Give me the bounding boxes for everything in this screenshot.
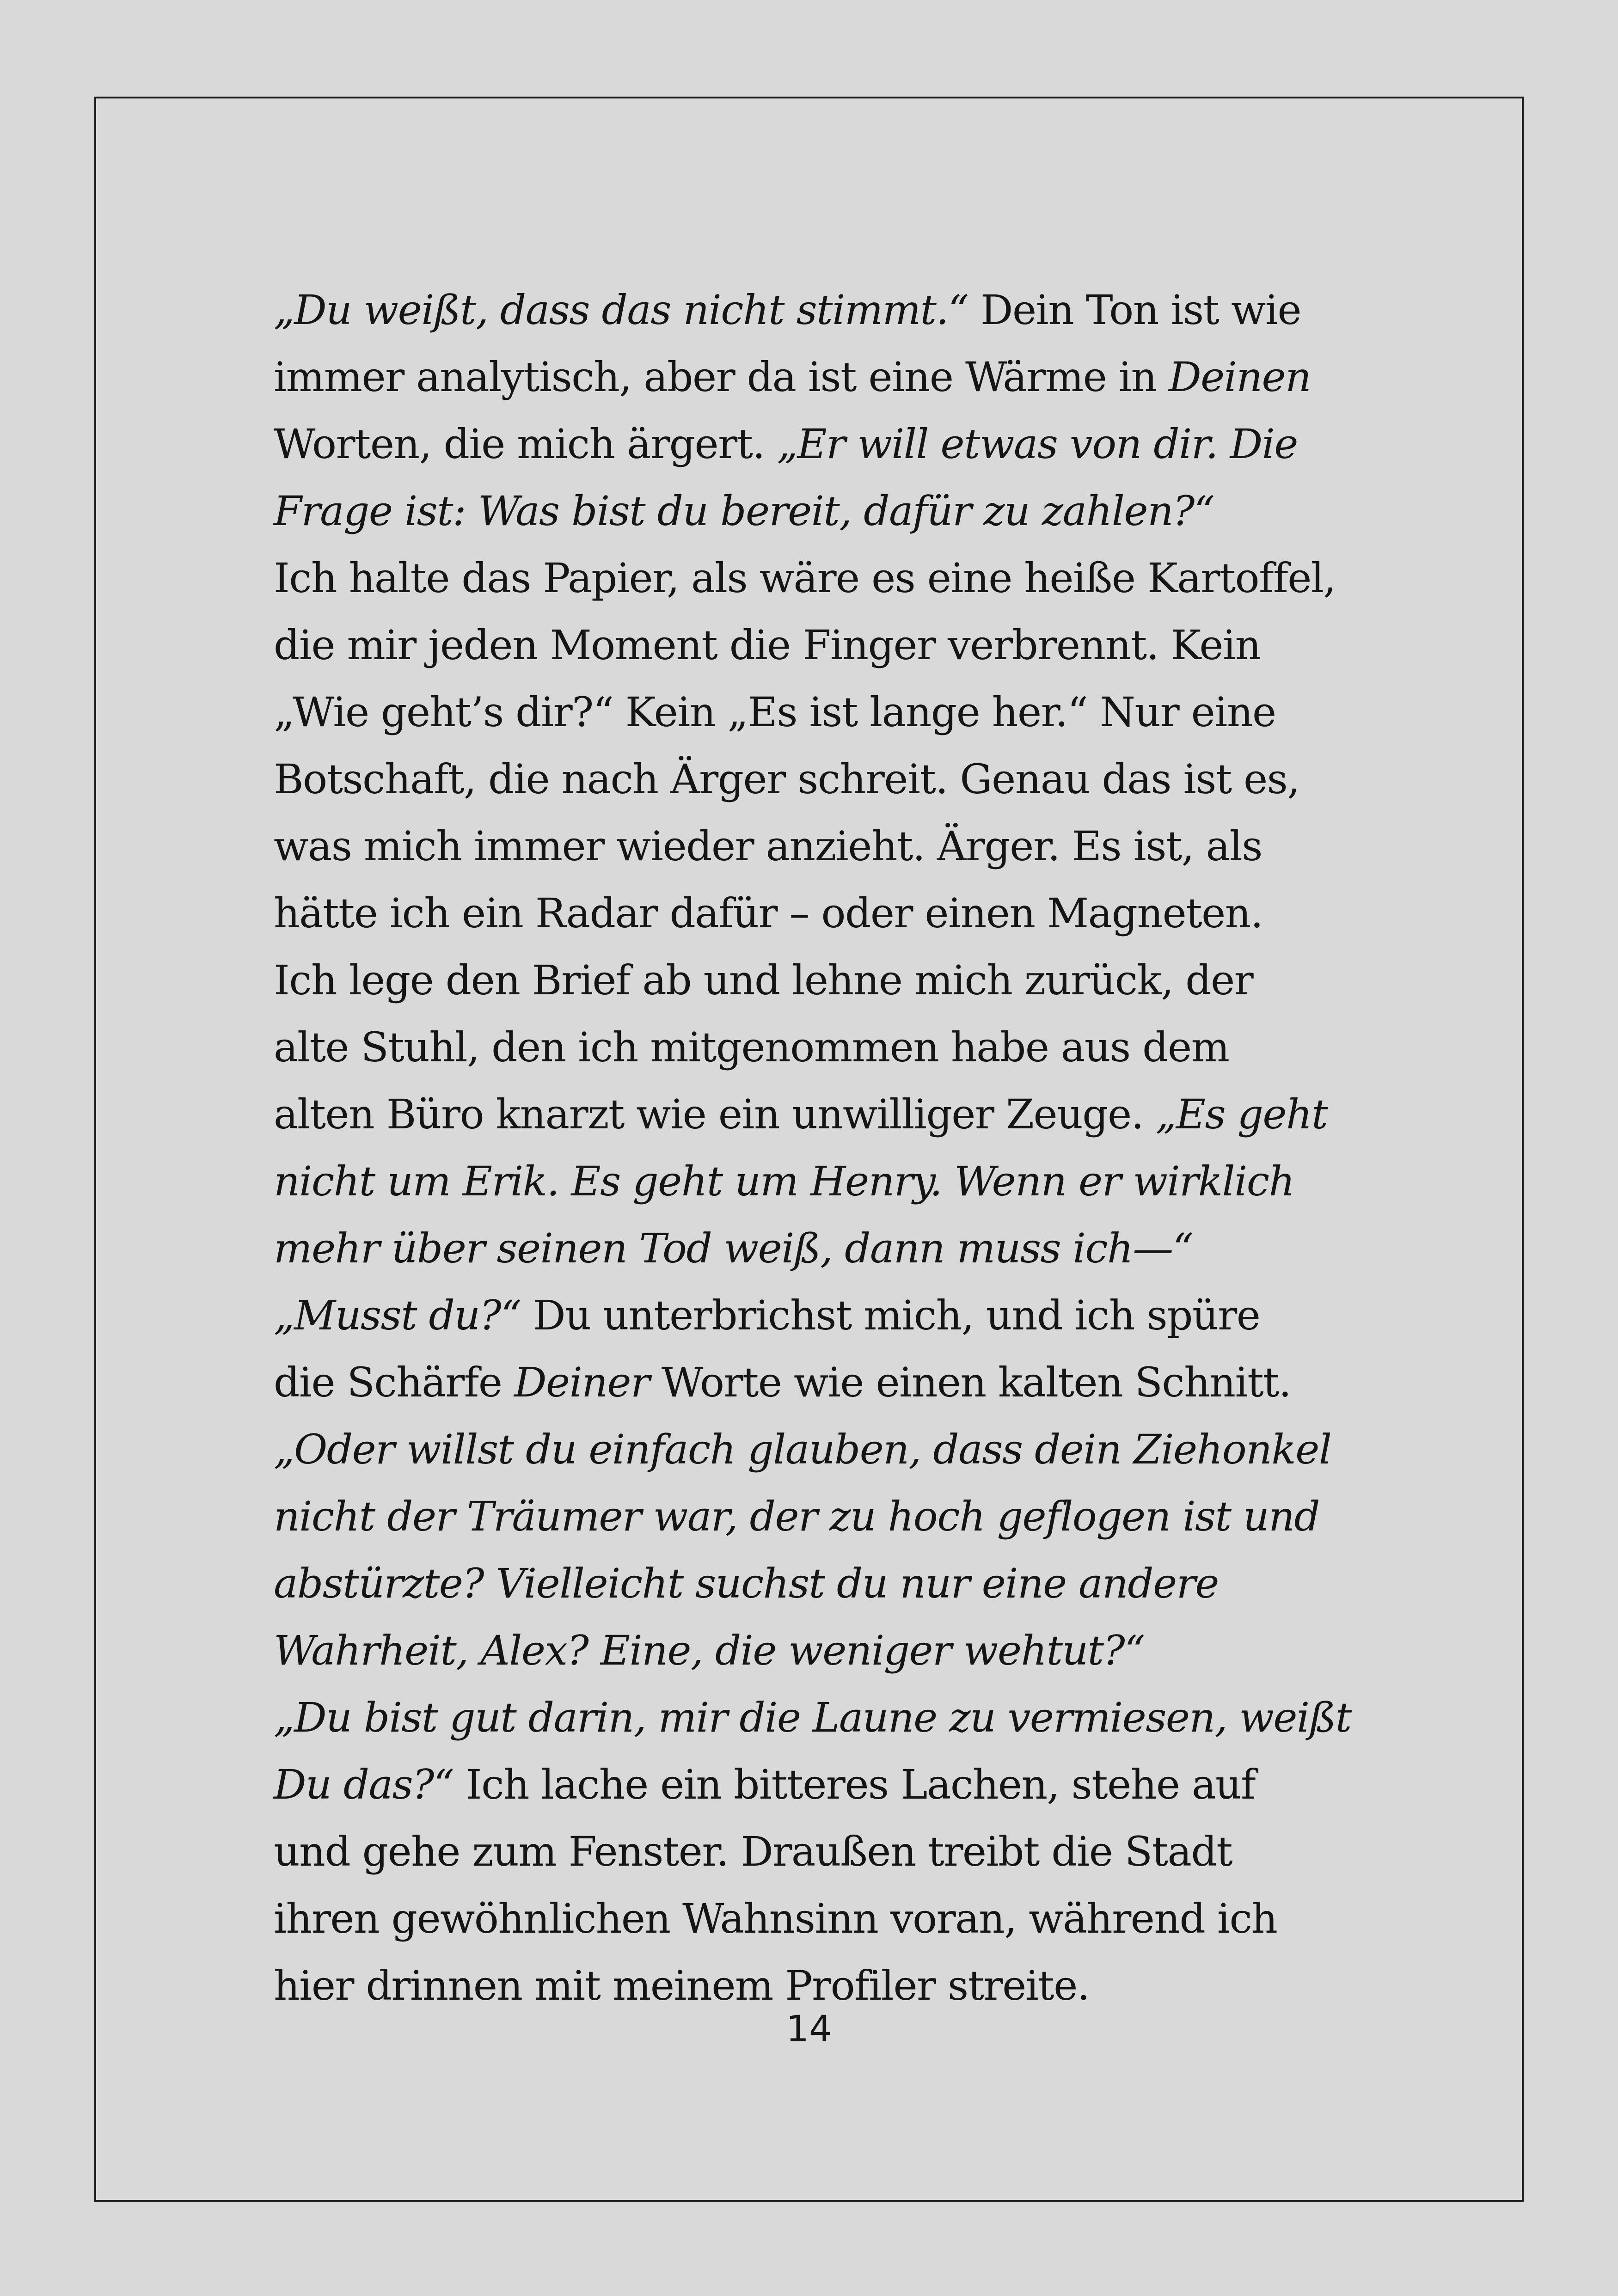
italic-text-segment: Du das?“ (274, 1761, 454, 1808)
italic-text-segment: „Du weißt, dass das nicht stimmt.“ (274, 286, 968, 334)
text-line (274, 545, 1383, 612)
italic-text-segment: mehr über seinen Tod weiß, dann muss ich—“ (274, 1225, 1193, 1272)
italic-text-segment: „Er will etwas von dir. Die (777, 420, 1298, 468)
text-line (274, 478, 1383, 545)
text-segment: die mir jeden Moment die Finger verbrennt. Kein (274, 621, 1261, 669)
text-segment: Ich lache ein bitteres Lachen, stehe auf (454, 1761, 1256, 1808)
text-segment: Du unterbrichst mich, und ich spüre (521, 1292, 1260, 1339)
text-line (274, 1014, 1383, 1081)
text-line (274, 880, 1383, 947)
text-segment: Worte wie einen kalten Schnitt. (649, 1359, 1291, 1406)
text-segment: ihren gewöhnlichen Wahnsinn voran, während ich (274, 1895, 1277, 1942)
body-text (274, 276, 1383, 2019)
text-segment: die Schärfe (274, 1359, 514, 1406)
text-line (274, 1349, 1383, 1416)
text-line (274, 410, 1383, 478)
text-line (274, 1282, 1383, 1349)
text-line (274, 1617, 1383, 1684)
text-segment: alte Stuhl, den ich mitgenommen habe aus dem (274, 1023, 1229, 1071)
text-line (274, 343, 1383, 410)
italic-text-segment: „Du bist gut darin, mir die Laune zu vermiesen, weißt (274, 1694, 1351, 1741)
text-line (274, 813, 1383, 880)
text-segment: Ich lege den Brief ab und lehne mich zurück, der (274, 956, 1253, 1004)
text-segment: Worten, die mich ärgert. (274, 420, 777, 468)
text-line (274, 1550, 1383, 1617)
page-number: 14 (786, 2008, 832, 2050)
text-segment: immer analytisch, aber da ist eine Wärme in (274, 353, 1169, 401)
text-line (274, 947, 1383, 1014)
italic-text-segment: Deinen (1169, 353, 1311, 401)
text-line (274, 1818, 1383, 1885)
italic-text-segment: „Es geht (1155, 1090, 1328, 1138)
text-segment: was mich immer wieder anzieht. Ärger. Es ist, als (274, 822, 1262, 870)
italic-text-segment: Frage ist: Was bist du bereit, dafür zu zahlen?“ (274, 487, 1214, 535)
text-line (274, 1751, 1383, 1818)
text-segment: hätte ich ein Radar dafür – oder einen Magneten. (274, 889, 1263, 937)
italic-text-segment: „Oder willst du einfach glauben, dass dein Ziehonkel (274, 1426, 1331, 1473)
italic-text-segment: nicht der Träumer war, der zu hoch geflogen ist und (274, 1493, 1320, 1540)
text-line (274, 1684, 1383, 1751)
text-line (274, 1148, 1383, 1215)
italic-text-segment: nicht um Erik. Es geht um Henry. Wenn er wirklich (274, 1157, 1294, 1205)
text-line (274, 1081, 1383, 1148)
text-line (274, 276, 1383, 343)
text-segment: und gehe zum Fenster. Draußen treibt die Stadt (274, 1828, 1232, 1875)
text-line (274, 1416, 1383, 1483)
text-segment: „Wie geht’s dir?“ Kein „Es ist lange her.“ Nur eine (274, 688, 1276, 736)
text-segment: Botschaft, die nach Ärger schreit. Genau das ist es, (274, 755, 1299, 803)
text-line (274, 679, 1383, 746)
italic-text-segment: Deiner (514, 1359, 650, 1406)
text-line (274, 1483, 1383, 1550)
text-segment: hier drinnen mit meinem Profiler streite. (274, 1962, 1090, 2009)
italic-text-segment: „Musst du?“ (274, 1292, 521, 1339)
text-segment: alten Büro knarzt wie ein unwilliger Zeuge. (274, 1090, 1156, 1138)
text-segment: Ich halte das Papier, als wäre es eine heiße Kartoffel, (274, 554, 1336, 602)
text-line (274, 746, 1383, 813)
italic-text-segment: Wahrheit, Alex? Eine, die weniger wehtut?“ (274, 1627, 1145, 1674)
text-line (274, 612, 1383, 679)
italic-text-segment: abstürzte? Vielleicht suchst du nur eine andere (274, 1560, 1219, 1607)
text-line (274, 1885, 1383, 1952)
text-segment: Dein Ton ist wie (968, 286, 1301, 334)
text-line (274, 1215, 1383, 1282)
